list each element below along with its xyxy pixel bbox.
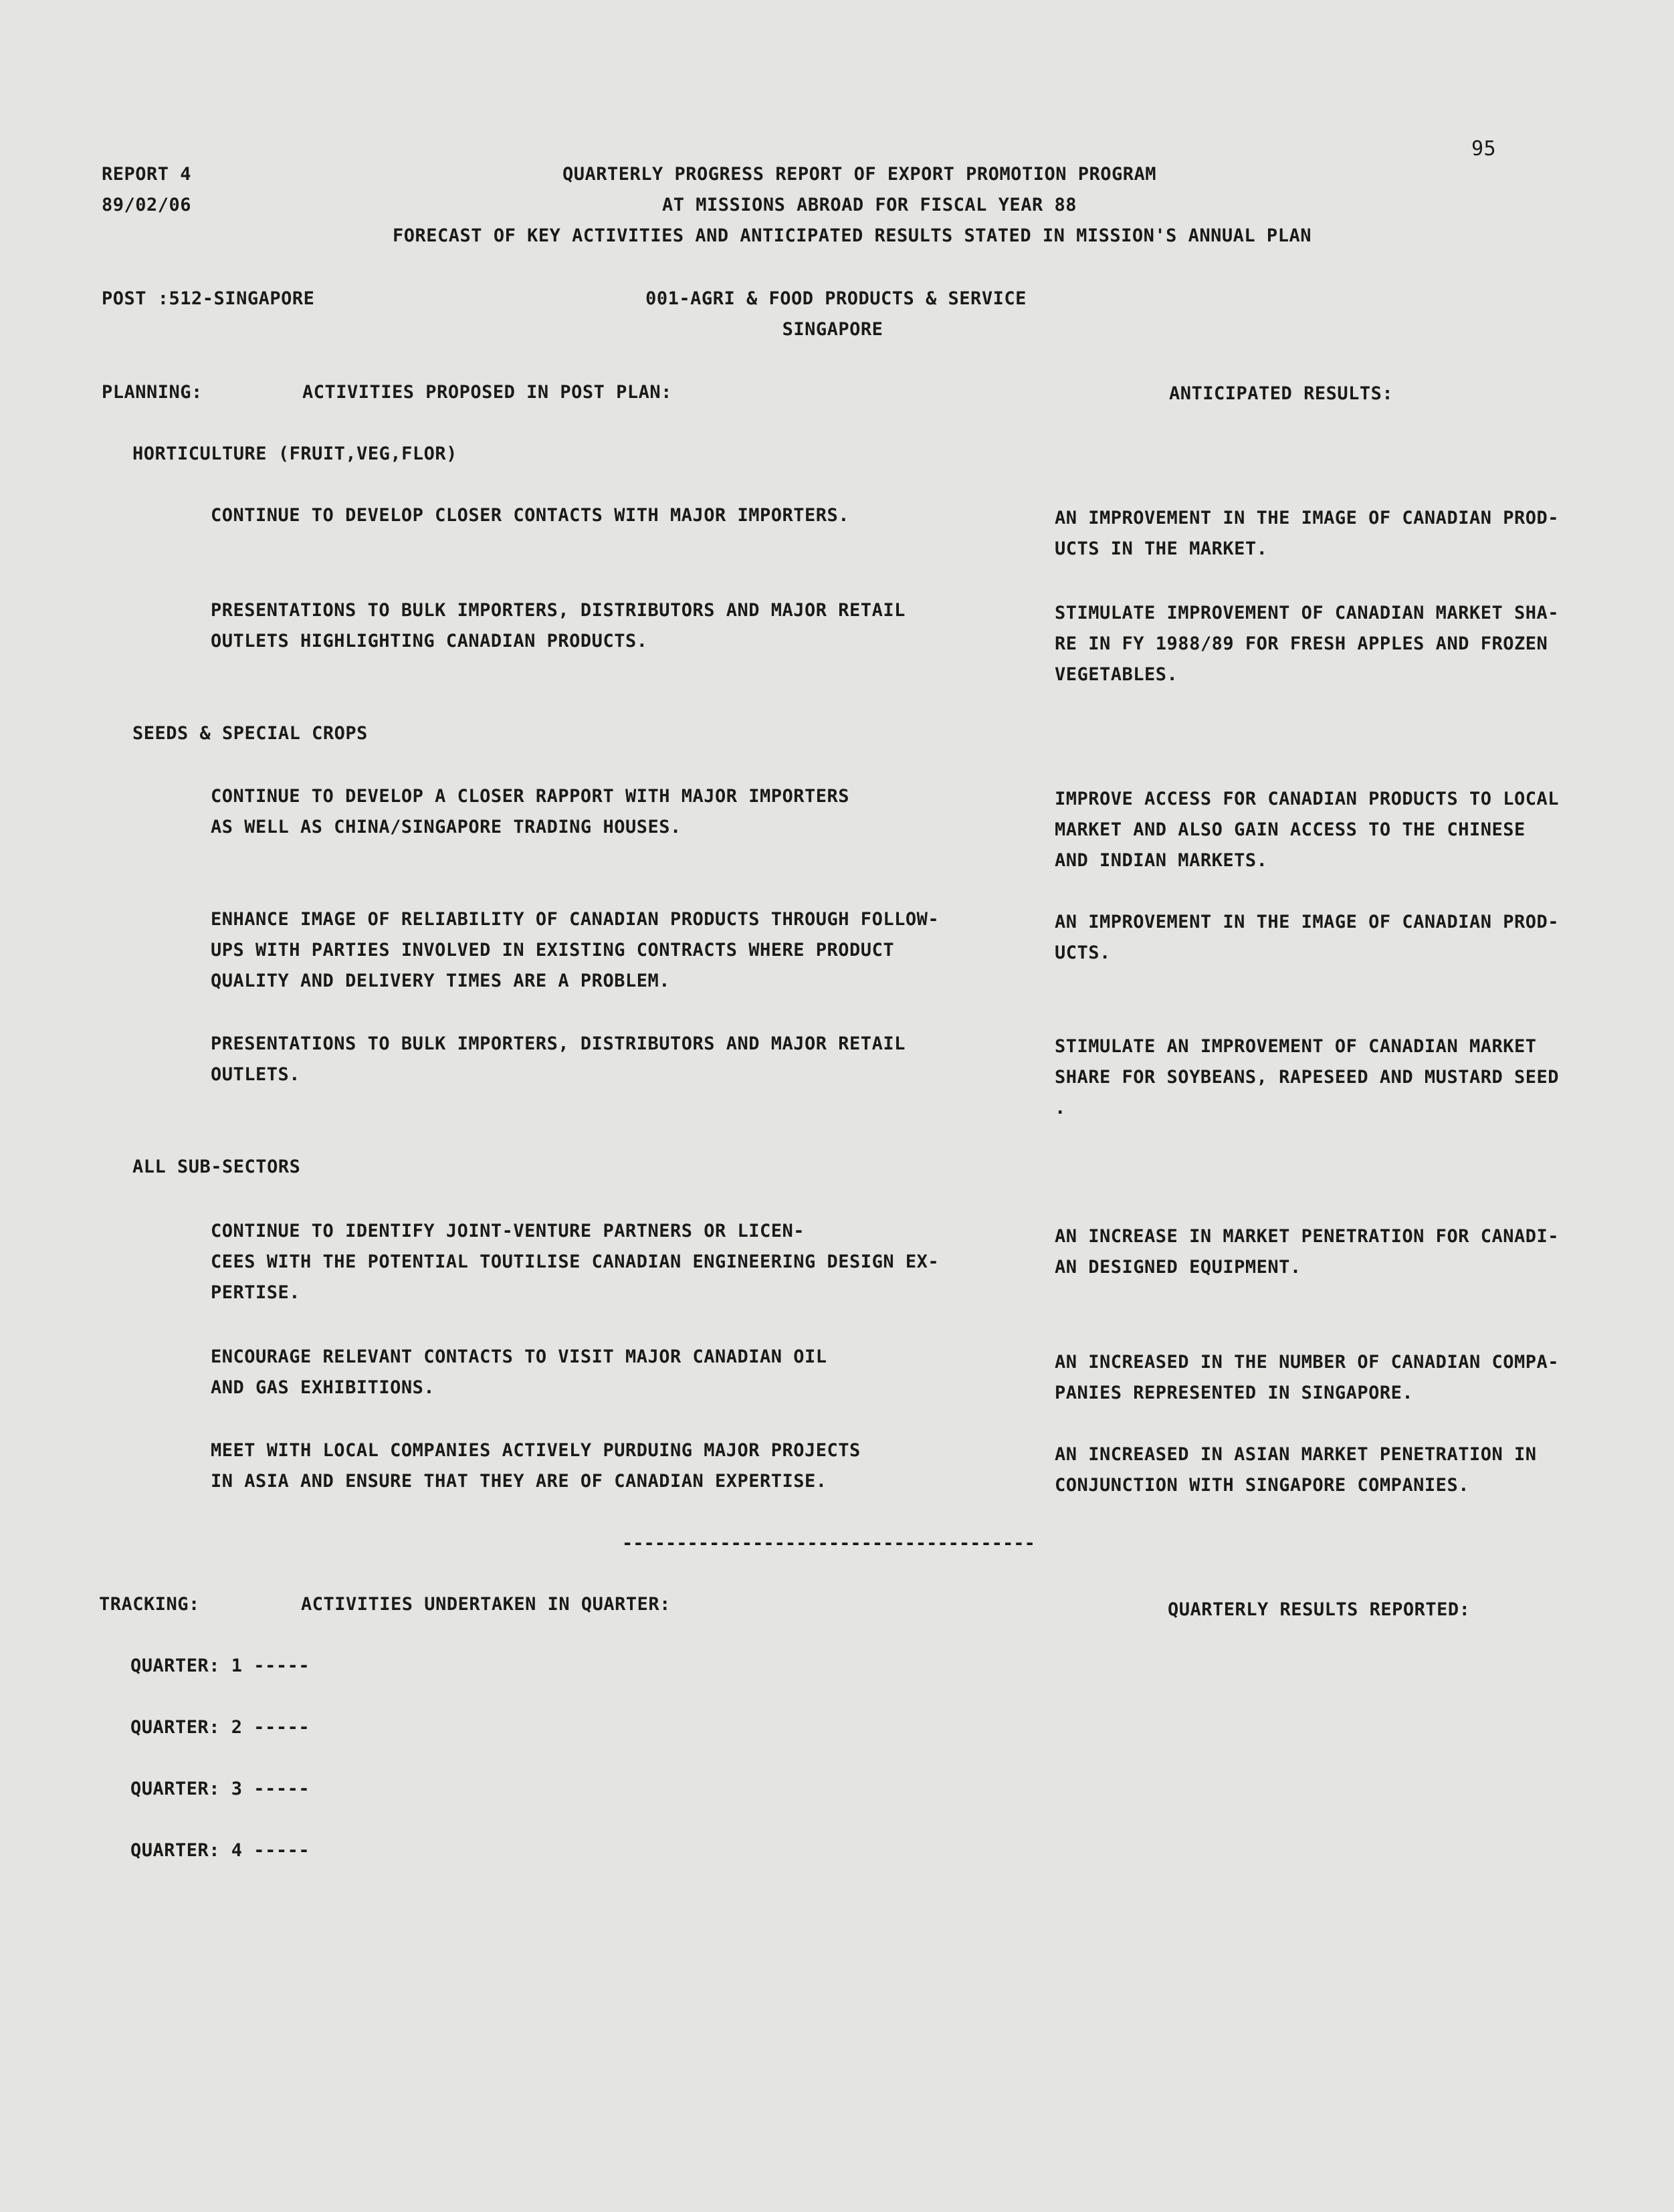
activity-line: AND GAS EXHIBITIONS. [211, 1377, 435, 1398]
result-line: AN INCREASED IN THE NUMBER OF CANADIAN COMPA- [1055, 1352, 1559, 1373]
result-line: . [1055, 1098, 1066, 1118]
activity-line: ENCOURAGE RELEVANT CONTACTS TO VISIT MAJOR CANADIAN OIL [211, 1346, 827, 1367]
activity-line: CEES WITH THE POTENTIAL TOUTILISE CANADIAN ENGINEERING DESIGN EX- [211, 1251, 940, 1272]
activity-line: OUTLETS. [211, 1064, 301, 1085]
quarter-2: QUARTER: 2 ----- [130, 1717, 310, 1738]
activity-line: MEET WITH LOCAL COMPANIES ACTIVELY PURDUING MAJOR PROJECTS [211, 1440, 861, 1461]
section-separator: -------------------------------------- [622, 1533, 1035, 1554]
result-line: VEGETABLES. [1055, 664, 1178, 685]
result-line: IMPROVE ACCESS FOR CANADIAN PRODUCTS TO LOCAL [1055, 789, 1559, 809]
activity-line: CONTINUE TO IDENTIFY JOINT-VENTURE PARTNERS OR LICEN- [211, 1221, 805, 1241]
report-date: 89/02/06 [102, 195, 192, 215]
activity-line: ENHANCE IMAGE OF RELIABILITY OF CANADIAN PRODUCTS THROUGH FOLLOW- [211, 909, 940, 930]
activity-line: PRESENTATIONS TO BULK IMPORTERS, DISTRIBUTORS AND MAJOR RETAIL [211, 1033, 906, 1054]
result-line: AN INCREASED IN ASIAN MARKET PENETRATION IN [1055, 1444, 1537, 1465]
report-title-line-3: FORECAST OF KEY ACTIVITIES AND ANTICIPATED RESULTS STATED IN MISSION'S ANNUAL PLAN [393, 225, 1312, 246]
activities-undertaken-header: ACTIVITIES UNDERTAKEN IN QUARTER: [301, 1594, 671, 1615]
quarter-4: QUARTER: 4 ----- [130, 1840, 310, 1861]
country-label: SINGAPORE [782, 319, 883, 340]
post-label: POST :512-SINGAPORE [102, 288, 315, 309]
quarterly-results-header: QUARTERLY RESULTS REPORTED: [1168, 1599, 1471, 1620]
result-line: UCTS. [1055, 942, 1111, 963]
activity-line: PERTISE. [211, 1282, 301, 1303]
report-title-line-1: QUARTERLY PROGRESS REPORT OF EXPORT PROMOTION PROGRAM [562, 164, 1157, 185]
activity-line: CONTINUE TO DEVELOP CLOSER CONTACTS WITH MAJOR IMPORTERS. [211, 505, 850, 526]
activity-line: OUTLETS HIGHLIGHTING CANADIAN PRODUCTS. [211, 631, 648, 651]
result-line: CONJUNCTION WITH SINGAPORE COMPANIES. [1055, 1475, 1469, 1496]
result-line: AN IMPROVEMENT IN THE IMAGE OF CANADIAN PROD- [1055, 508, 1559, 528]
result-line: RE IN FY 1988/89 FOR FRESH APPLES AND FROZEN [1055, 633, 1548, 654]
activity-line: QUALITY AND DELIVERY TIMES ARE A PROBLEM. [211, 971, 670, 991]
report-id: REPORT 4 [102, 164, 192, 185]
subsector-title: HORTICULTURE (FRUIT,VEG,FLOR) [132, 443, 457, 464]
sector-label: 001-AGRI & FOOD PRODUCTS & SERVICE [645, 288, 1027, 309]
activity-line: CONTINUE TO DEVELOP A CLOSER RAPPORT WITH MAJOR IMPORTERS [211, 786, 850, 807]
page-number: 95 [1471, 137, 1497, 161]
result-line: STIMULATE IMPROVEMENT OF CANADIAN MARKET SHA- [1055, 603, 1559, 623]
result-line: AN IMPROVEMENT IN THE IMAGE OF CANADIAN PROD- [1055, 912, 1559, 932]
result-line: AN DESIGNED EQUIPMENT. [1055, 1257, 1301, 1278]
activity-line: UPS WITH PARTIES INVOLVED IN EXISTING CONTRACTS WHERE PRODUCT [211, 940, 895, 961]
tracking-label: TRACKING: [99, 1594, 200, 1615]
activity-line: PRESENTATIONS TO BULK IMPORTERS, DISTRIBUTORS AND MAJOR RETAIL [211, 600, 906, 621]
activity-line: AS WELL AS CHINA/SINGAPORE TRADING HOUSES. [211, 817, 682, 837]
subsector-title: ALL SUB-SECTORS [132, 1157, 301, 1177]
quarter-1: QUARTER: 1 ----- [130, 1655, 310, 1676]
subsector-title: SEEDS & SPECIAL CROPS [132, 723, 368, 744]
report-title-line-2: AT MISSIONS ABROAD FOR FISCAL YEAR 88 [662, 195, 1077, 215]
result-line: AN INCREASE IN MARKET PENETRATION FOR CANADI- [1055, 1226, 1559, 1247]
planning-label: PLANNING: [102, 382, 203, 403]
result-line: SHARE FOR SOYBEANS, RAPESEED AND MUSTARD SEED [1055, 1067, 1559, 1088]
result-line: UCTS IN THE MARKET. [1055, 538, 1268, 559]
quarter-3: QUARTER: 3 ----- [130, 1779, 310, 1799]
result-line: AND INDIAN MARKETS. [1055, 850, 1268, 871]
activities-proposed-header: ACTIVITIES PROPOSED IN POST PLAN: [302, 382, 672, 403]
activity-line: IN ASIA AND ENSURE THAT THEY ARE OF CANADIAN EXPERTISE. [211, 1471, 827, 1492]
result-line: STIMULATE AN IMPROVEMENT OF CANADIAN MARKET [1055, 1036, 1537, 1057]
result-line: PANIES REPRESENTED IN SINGAPORE. [1055, 1383, 1414, 1403]
result-line: MARKET AND ALSO GAIN ACCESS TO THE CHINESE [1055, 819, 1526, 840]
anticipated-results-header: ANTICIPATED RESULTS: [1169, 383, 1394, 404]
